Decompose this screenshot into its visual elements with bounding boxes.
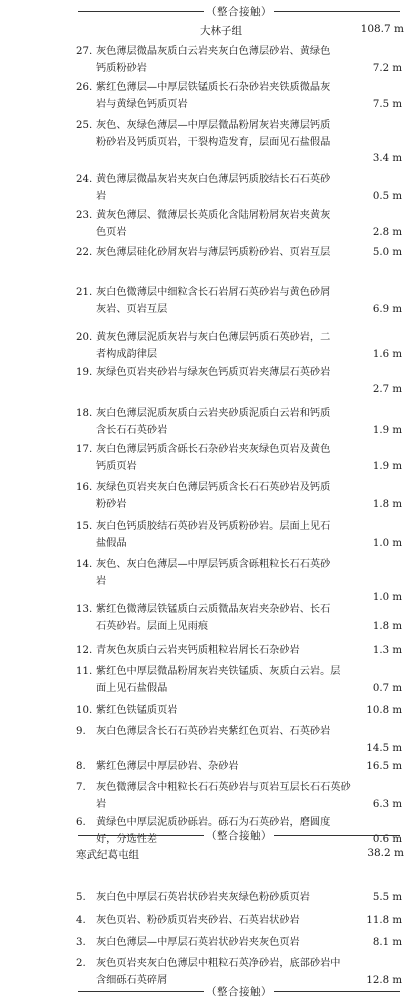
bed-description-line: 灰色薄层微晶灰质白云岩夹灰白色薄层砂岩、黄绿色 xyxy=(96,46,331,57)
bed-thickness: 1.9 m xyxy=(372,460,402,472)
bed-description-line: 岩 xyxy=(96,798,107,810)
bed-entry xyxy=(76,664,402,697)
bed-thickness: 1.8 m xyxy=(372,498,402,510)
bed-entry xyxy=(76,602,402,635)
bed-number: 17. xyxy=(76,444,93,455)
bed-description-line: 灰白色薄层钙质含砾长石杂砂岩夹灰绿色页岩及黄色 xyxy=(96,444,331,455)
bed-thickness: 0.5 m xyxy=(372,190,402,202)
bed-entry xyxy=(76,80,402,113)
bed-thickness: 0.7 m xyxy=(372,682,402,694)
formation-name: 大林子组 xyxy=(200,25,242,37)
bed-number: 24. xyxy=(76,174,93,185)
bed-entry xyxy=(76,172,402,205)
bed-number: 22. xyxy=(76,247,93,258)
bed-number: 2. xyxy=(76,958,86,969)
bed-description-line: 面上见石盐假晶 xyxy=(96,682,168,694)
bed-description-line: 灰白色钙质胶结石英砂岩及钙质粉砂岩。层面上见石 xyxy=(96,521,331,532)
contact-separator xyxy=(78,828,400,842)
bed-entry xyxy=(76,245,402,262)
bed-number: 11. xyxy=(76,666,93,677)
bed-description-line: 岩 xyxy=(96,575,107,587)
bed-description-line: 岩 xyxy=(96,190,107,202)
bed-description-line: 黄灰色薄层、微薄层长英质化含陆屑粉屑灰岩夹黄灰 xyxy=(96,210,331,221)
bed-thickness: 1.0 m xyxy=(372,537,402,549)
bed-thickness: 8.1 m xyxy=(372,937,402,948)
bed-description-line: 岩与黄绿色钙质页岩 xyxy=(96,98,188,110)
bed-number: 10. xyxy=(76,705,93,716)
bed-description-line: 灰色微薄层含中粗粒长石石英砂岩与页岩互层长石石英砂 xyxy=(96,782,351,793)
bed-entry xyxy=(76,365,402,398)
bed-thickness: 7.5 m xyxy=(372,98,402,110)
bed-description-line: 紫红色薄层—中厚层铁锰质长石杂砂岩夹铁质微晶灰 xyxy=(96,82,331,93)
formation-name: 寒武纪葛屯组 xyxy=(76,849,139,861)
bed-thickness: 3.4 m xyxy=(372,153,402,164)
bed-entry xyxy=(76,330,402,363)
bed-description-line: 粉砂岩及钙质页岩，干裂构造发育，层面见石盐假晶 xyxy=(96,136,331,148)
separator-line xyxy=(78,991,204,992)
bed-description-line: 灰绿色页岩夹灰白色薄层钙质含长石石英砂岩及钙质 xyxy=(96,482,331,493)
bed-entry xyxy=(76,913,402,930)
bed-thickness: 10.8 m xyxy=(366,705,402,716)
bed-description-line: 钙质页岩 xyxy=(96,460,137,472)
bed-description-line: 灰色页岩夹灰白色薄层中粗粒石英净砂岩，底部砂岩中 xyxy=(96,958,341,969)
bed-thickness: 5.0 m xyxy=(372,247,402,258)
bed-description-line: 青灰色灰质白云岩夹钙质粗粒岩屑长石杂砂岩 xyxy=(96,645,300,656)
contact-separator xyxy=(78,984,400,998)
bed-description-line: 灰白色薄层—中厚层石英岩状砂岩夹灰色页岩 xyxy=(96,937,300,948)
bed-description-line: 色页岩 xyxy=(96,226,127,238)
bed-description-line: 灰白色微薄层中细粒含长石岩屑石英砂岩与黄色砂屑 xyxy=(96,287,331,298)
bed-entry xyxy=(76,935,402,952)
bed-entry xyxy=(76,759,402,776)
bed-entry xyxy=(76,44,402,77)
bed-number: 18. xyxy=(76,408,93,419)
bed-number: 27. xyxy=(76,46,93,57)
contact-label: （整合接触） xyxy=(206,829,272,842)
bed-thickness: 1.3 m xyxy=(372,645,402,656)
bed-number: 4. xyxy=(76,915,86,926)
bed-description-line: 黄绿色中厚层泥质砂砾岩。砾石为石英砂岩，磨圆度 xyxy=(96,817,331,828)
bed-thickness: 7.2 m xyxy=(372,62,402,74)
bed-entry xyxy=(76,724,402,757)
bed-number: 6. xyxy=(76,817,86,828)
bed-number: 8. xyxy=(76,761,86,772)
bed-number: 26. xyxy=(76,82,93,93)
bed-thickness: 12.8 m xyxy=(366,974,402,986)
bed-description-line: 含细砾石英碎屑 xyxy=(96,974,168,986)
bed-entry xyxy=(76,643,402,660)
bed-entry xyxy=(76,890,402,907)
bed-number: 25. xyxy=(76,120,93,131)
bed-thickness: 1.6 m xyxy=(372,348,402,360)
bed-description-line: 紫红色微薄层铁锰质白云质微晶灰岩夹杂砂岩、长石 xyxy=(96,604,331,615)
bed-description-line: 含长石石英砂岩 xyxy=(96,424,168,436)
bed-description-line: 石英砂岩。层面上见雨痕 xyxy=(96,620,209,632)
bed-description-line: 灰色、灰绿色薄层—中厚层微晶粉屑灰岩夹薄层钙质 xyxy=(96,120,331,131)
bed-thickness: 1.0 m xyxy=(372,592,402,603)
bed-thickness: 2.8 m xyxy=(372,226,402,238)
bed-thickness: 1.9 m xyxy=(372,424,402,436)
bed-number: 14. xyxy=(76,559,93,570)
bed-number: 13. xyxy=(76,604,93,615)
bed-description-line: 灰色薄层硅化砂屑灰岩与薄层钙质粉砂岩、页岩互层 xyxy=(96,247,331,258)
bed-number: 5. xyxy=(76,892,86,903)
contact-label: （整合接触） xyxy=(206,985,272,998)
bed-number: 15. xyxy=(76,521,93,532)
bed-entry xyxy=(76,285,402,318)
bed-entry xyxy=(76,406,402,439)
bed-number: 19. xyxy=(76,367,93,378)
separator-line xyxy=(274,11,400,12)
bed-entry xyxy=(76,118,402,168)
bed-number: 20. xyxy=(76,332,93,343)
bed-entry xyxy=(76,519,402,552)
bed-description-line: 盐假晶 xyxy=(96,537,127,549)
bed-description-line: 灰白色中厚层石英岩状砂岩夹灰绿色粉砂质页岩 xyxy=(96,892,310,903)
bed-entry xyxy=(76,480,402,513)
bed-thickness: 16.5 m xyxy=(366,761,402,772)
bed-entry xyxy=(76,557,402,607)
formation-thickness: 108.7 m xyxy=(360,23,404,35)
bed-description-line: 钙质粉砂岩 xyxy=(96,62,147,74)
separator-line xyxy=(274,835,400,836)
bed-description-line: 黄色薄层微晶灰岩夹灰白色薄层钙质胶结长石石英砂 xyxy=(96,174,331,185)
bed-description-line: 者构成韵律层 xyxy=(96,348,158,360)
bed-thickness: 0.6 m xyxy=(372,833,402,845)
separator-line xyxy=(78,835,204,836)
bed-entry xyxy=(76,703,402,720)
bed-number: 7. xyxy=(76,782,86,793)
bed-thickness: 6.3 m xyxy=(372,798,402,810)
bed-description-line: 灰白色薄层泥质灰质白云岩夹砂质泥质白云岩和钙质 xyxy=(96,408,331,419)
bed-description-line: 紫红色中厚层微晶粉屑灰岩夹铁锰质、灰质白云岩。层 xyxy=(96,666,341,677)
bed-description-line: 紫红色铁锰质页岩 xyxy=(96,705,178,716)
bed-thickness: 6.9 m xyxy=(372,303,402,315)
bed-thickness: 11.8 m xyxy=(366,915,402,926)
bed-thickness: 14.5 m xyxy=(366,742,402,754)
bed-description-line: 粉砂岩 xyxy=(96,498,127,510)
bed-number: 3. xyxy=(76,937,86,948)
bed-description-line: 灰色页岩、粉砂质页岩夹砂岩、石英岩状砂岩 xyxy=(96,915,300,926)
bed-description-line: 灰绿色页岩夹砂岩与绿灰色钙质页岩夹薄层石英砂岩 xyxy=(96,367,331,378)
bed-entry xyxy=(76,208,402,241)
bed-entry xyxy=(76,442,402,475)
separator-line xyxy=(274,991,400,992)
contact-label: （整合接触） xyxy=(206,5,272,18)
bed-description-line: 灰色、灰白色薄层—中厚层钙质含砾粗粒长石石英砂 xyxy=(96,559,331,570)
bed-number: 9. xyxy=(76,726,86,737)
bed-entry xyxy=(76,780,402,813)
bed-thickness: 1.8 m xyxy=(372,620,402,632)
bed-description-line: 灰岩、页岩互层 xyxy=(96,303,168,315)
bed-description-line: 好，分选性差 xyxy=(96,833,158,845)
formation-thickness: 38.2 m xyxy=(367,847,404,859)
bed-description-line: 紫红色薄层中厚层砂岩、杂砂岩 xyxy=(96,761,239,772)
bed-description-line: 黄灰色薄层泥质灰岩与灰白色薄层钙质石英砂岩，二 xyxy=(96,332,331,343)
bed-thickness: 2.7 m xyxy=(372,383,402,395)
contact-separator xyxy=(78,4,400,18)
bed-number: 12. xyxy=(76,645,93,656)
separator-line xyxy=(78,11,204,12)
bed-number: 23. xyxy=(76,210,93,221)
bed-number: 21. xyxy=(76,287,93,298)
bed-description-line: 灰白色薄层含长石石英砂岩夹紫红色页岩、石英砂岩 xyxy=(96,726,331,737)
bed-number: 16. xyxy=(76,482,93,493)
bed-thickness: 5.5 m xyxy=(372,892,402,903)
